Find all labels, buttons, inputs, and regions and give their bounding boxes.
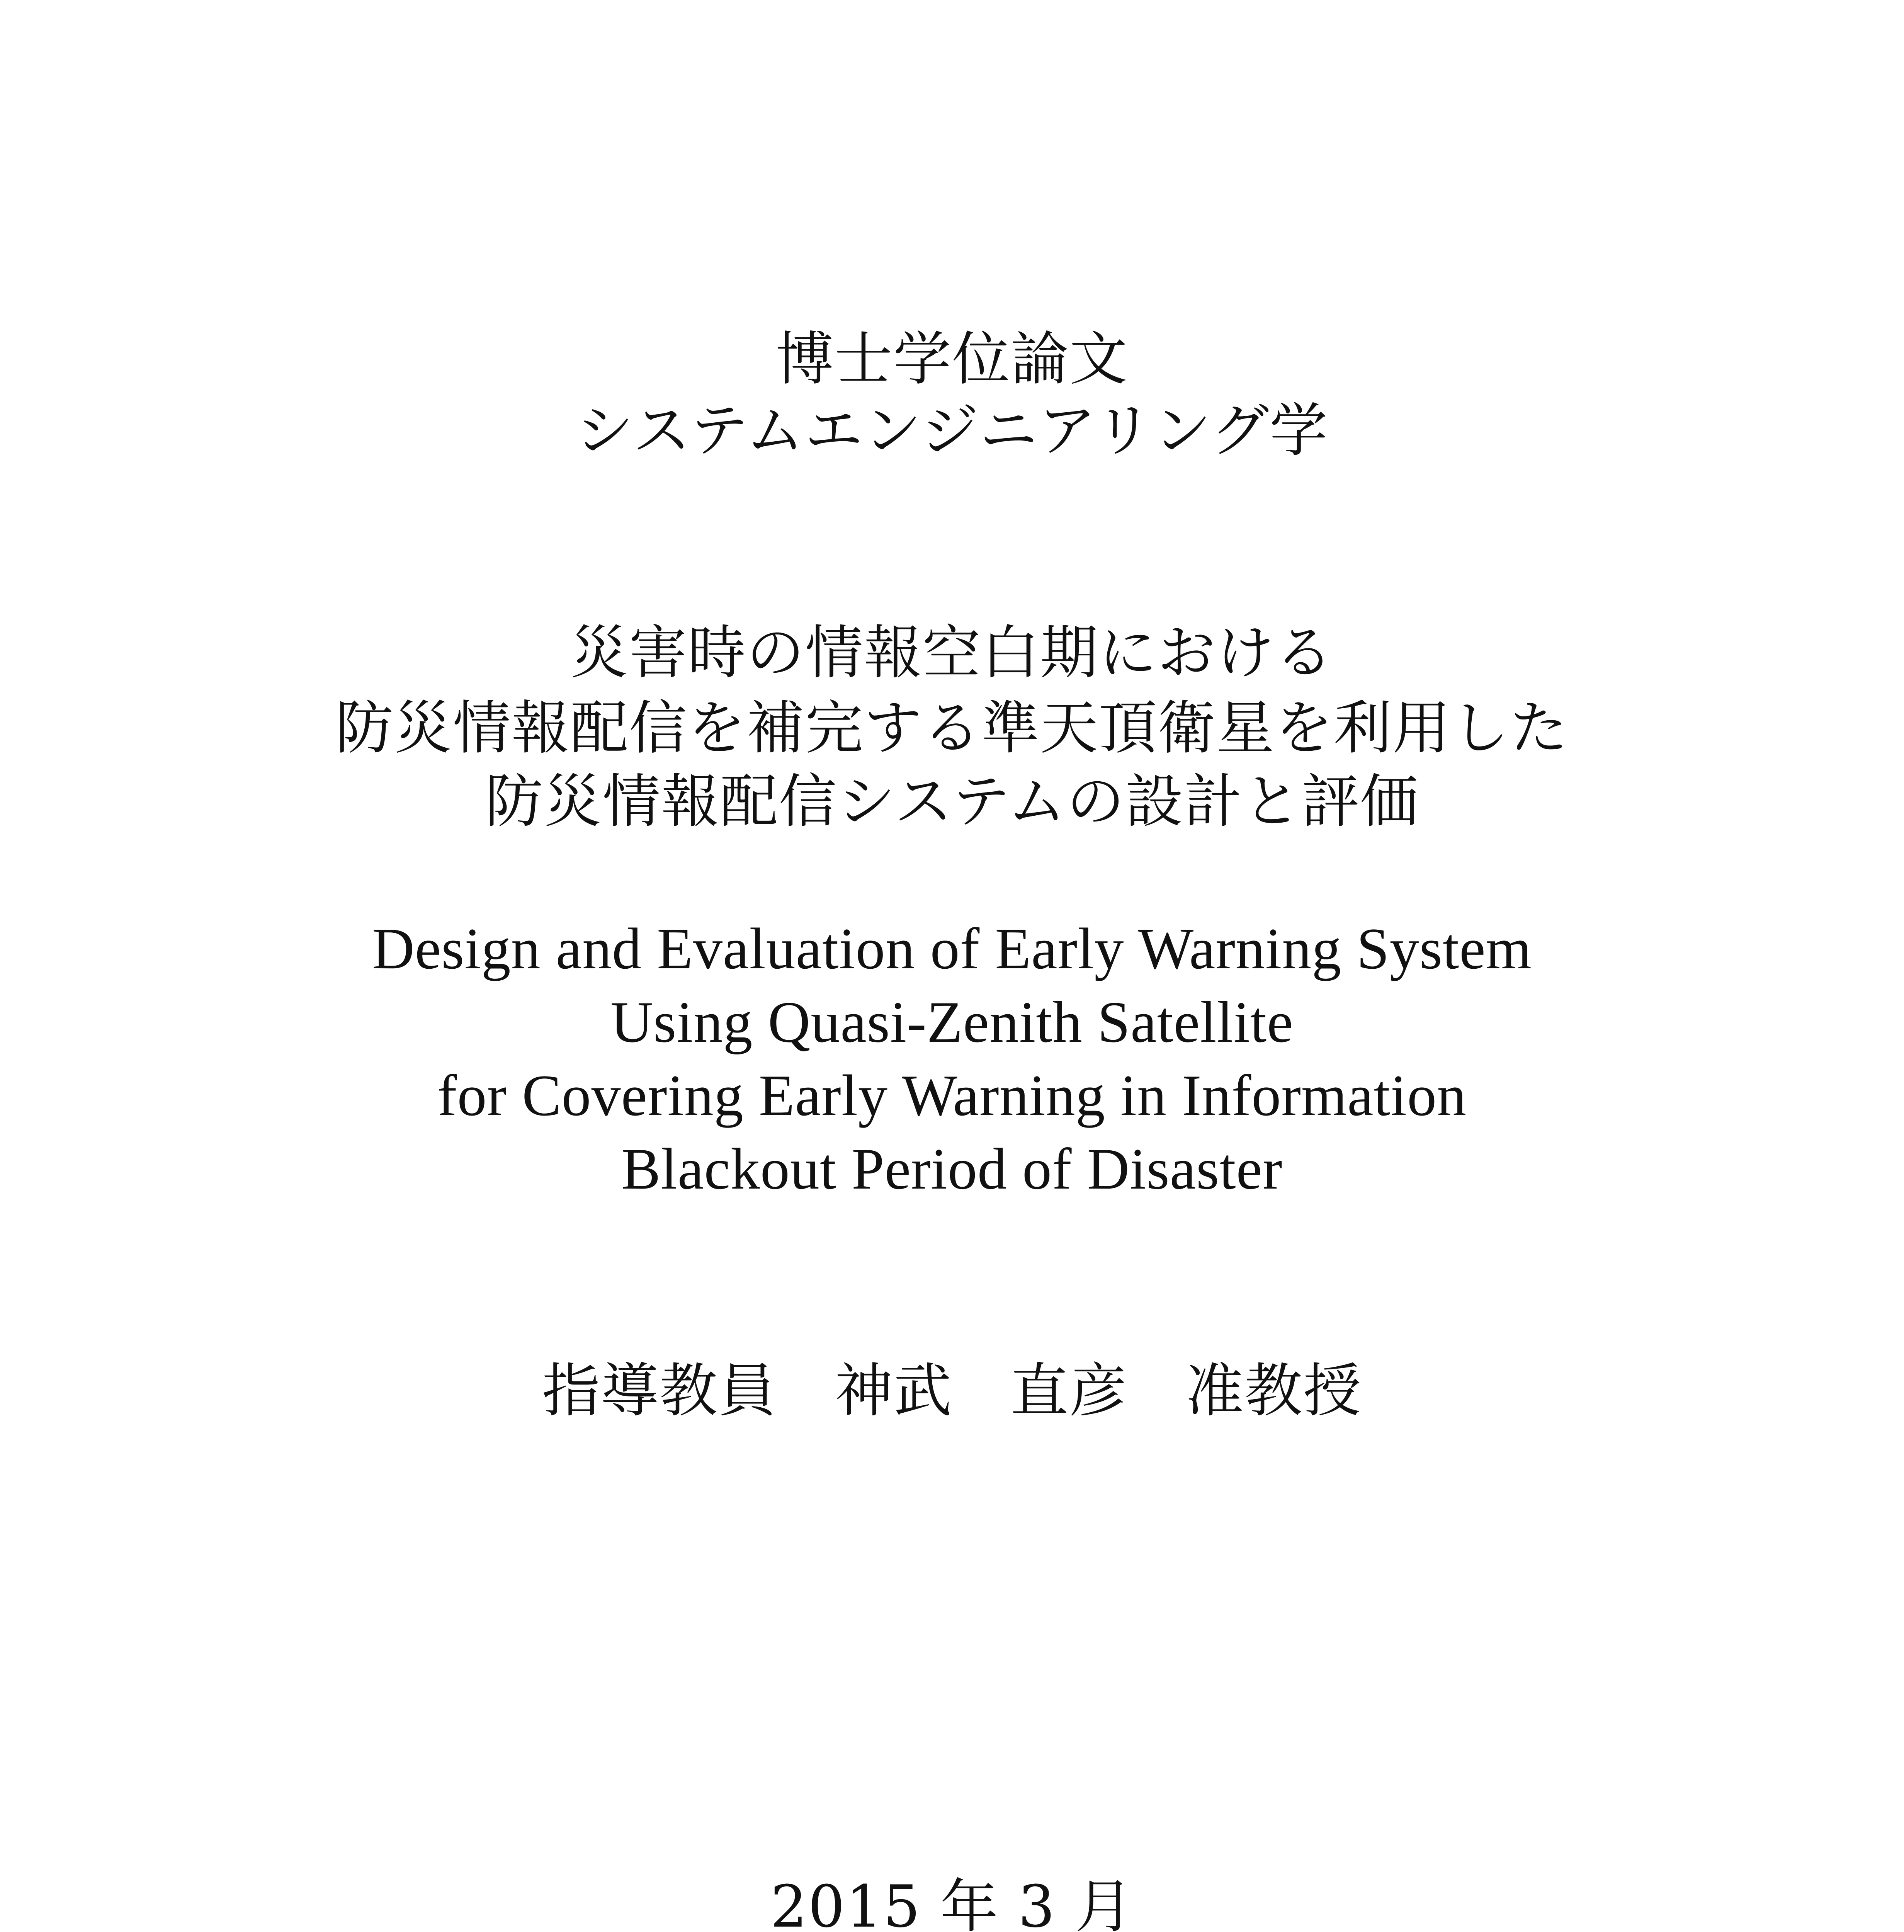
advisor-title: 准教授	[1186, 1357, 1362, 1425]
title-ja-line-1: 災害時の情報空白期における	[570, 619, 1334, 687]
advisor-given-name: 直彦	[1010, 1357, 1128, 1425]
title-en-line-2: Using Quasi-Zenith Satellite	[610, 990, 1294, 1054]
submission-date: 2015 年 3 月	[770, 1873, 1134, 1932]
advisor-role: 指導教員	[542, 1357, 777, 1425]
advisor-family-name: 神武	[835, 1357, 952, 1425]
degree-field: システムエンジニアリング学	[575, 397, 1329, 464]
advisor-line	[0, 1356, 1904, 1426]
title-ja-line-2: 防災情報配信を補完する準天頂衛星を利用した	[335, 695, 1569, 762]
title-en-line-4: Blackout Period of Disaster	[621, 1136, 1283, 1201]
title-ja-line-3: 防災情報配信システムの設計と評価	[485, 768, 1419, 835]
degree-type: 博士学位論文	[775, 326, 1128, 393]
title-en-line-3: for Covering Early Warning in Information	[437, 1063, 1467, 1128]
title-en-line-1: Design and Evaluation of Early Warning System	[372, 916, 1532, 981]
